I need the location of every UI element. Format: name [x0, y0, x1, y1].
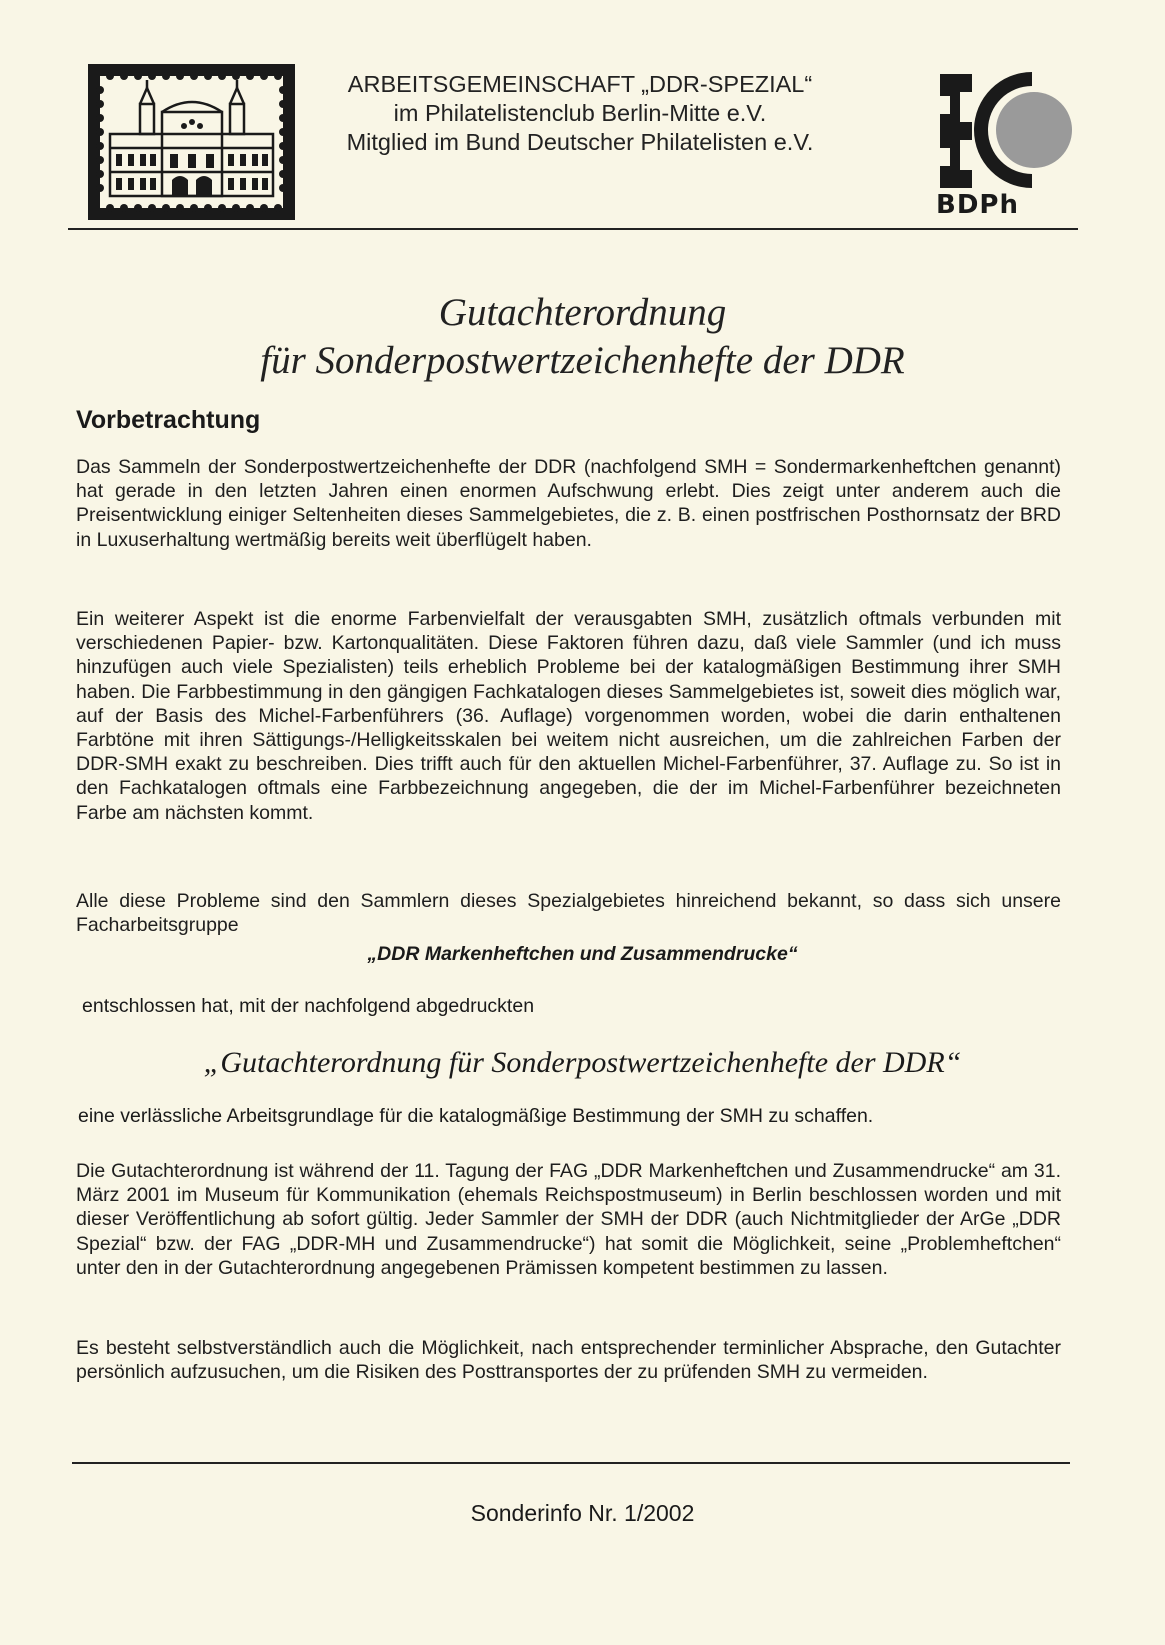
stamp-building-logo-icon: [88, 64, 295, 220]
org-name: ARBEITSGEMEINSCHAFT „DDR-SPEZIAL“: [347, 71, 813, 97]
document-title-line1: Gutachterordnung: [438, 291, 727, 334]
paragraph-visit: Es besteht selbstverständlich auch die Möglichkeit, nach entsprechender terminlicher Absprache, den Gutachter persönlich aufzusuchen, um die Risiken des Posttransportes der zu prüfenden SMH zu vermeiden.: [76, 1337, 1061, 1384]
paragraph-intro: Das Sammeln der Sonderpostwertzeichenhefte der DDR (nachfolgend SMH = Sondermarkenheftchen genannt) hat gerade in den letzten Jahren einen enormen Aufschwung erlebt. Dies zeigt unter anderem auch die Preisentwicklung einiger Seltenheiten dieses Sammelgebietes, die z. B. einen postfrischen Posthornsatz der BRD in Luxuserhaltung wertmäßig bereits weit überflügelt haben.: [76, 456, 1061, 551]
paragraph-problems: Alle diese Probleme sind den Sammlern dieses Spezialgebietes hinreichend bekannt, so dass sich unsere Facharbeitsgruppe: [76, 890, 1061, 937]
footer-info: Sonderinfo Nr. 1/2002: [470, 1500, 695, 1526]
working-group-name: „DDR Markenheftchen und Zusammendrucke“: [367, 943, 798, 965]
quoted-title: „Gutachterordnung für Sonderpostwertzeichenhefte der DDR“: [203, 1046, 962, 1079]
paragraph-adoption: Die Gutachterordnung ist während der 11. Tagung der FAG „DDR Markenheftchen und Zusammendrucke“ am 31. März 2001 im Museum für Kommunikation (ehemals Reichspostmuseum) in Berlin beschlossen worden und mit dieser Veröffentlichung ab sofort gültig. Jeder Sammler der SMH der DDR (auch Nichtmitglieder der ArGe „DDR Spezial“ bzw. der FAG „DDR-MH und Zusammendrucke“) hat somit die Möglichkeit, seine „Problemheftchen“ unter den in der Gutachterordnung angegebenen Prämissen kompetent bestimmen zu lassen.: [76, 1160, 1061, 1279]
section-heading: Vorbetrachtung: [76, 406, 261, 434]
paragraph-colors: Ein weiterer Aspekt ist die enorme Farbenvielfalt der verausgabten SMH, zusätzlich oftmals verbunden mit verschiedenen Papier- bzw. Kartonqualitäten. Diese Faktoren führen dazu, daß viele Sammler (und ich muss hinzufügen auch viele Spezialisten) teils erheblich Probleme bei der katalogmäßigen Bestimmung ihrer SMH haben. Die Farbbestimmung in den gängigen Fachkatalogen dieses Sammelgebietes ist, soweit dies möglich war, auf der Basis des Michel-Farbenführers (36. Auflage) vorgenommen worden, wobei die darin enthaltenen Farbtöne mit ihren Sättigungs-/Helligkeitsskalen bei weitem nicht ausreichen, um die zahlreichen Farben der DDR-SMH exakt zu beschreiben. Dies trifft auch für den aktuellen Michel-Farbenführer, 37. Auflage zu. So ist in den Fachkatalogen oftmals eine Farbbezeichnung angegeben, die der im Michel-Farbenführer bezeichneten Farbe am nächsten kommt.: [76, 608, 1061, 824]
paragraph-decided: entschlossen hat, mit der nachfolgend abgedruckten: [82, 995, 535, 1017]
footer-divider: [72, 1462, 1070, 1464]
document-title-line2: für Sonderpostwertzeichenhefte der DDR: [260, 339, 905, 382]
org-club: im Philatelistenclub Berlin-Mitte e.V.: [393, 100, 767, 126]
header-divider: [68, 228, 1078, 230]
org-membership: Mitglied im Bund Deutscher Philatelisten e.V.: [346, 129, 814, 155]
organisation-header: [300, 70, 860, 157]
paragraph-purpose: eine verlässliche Arbeitsgrundlage für die katalogmäßige Bestimmung der SMH zu schaffen.: [78, 1105, 874, 1127]
bdph-label: BDPh: [936, 190, 1019, 220]
